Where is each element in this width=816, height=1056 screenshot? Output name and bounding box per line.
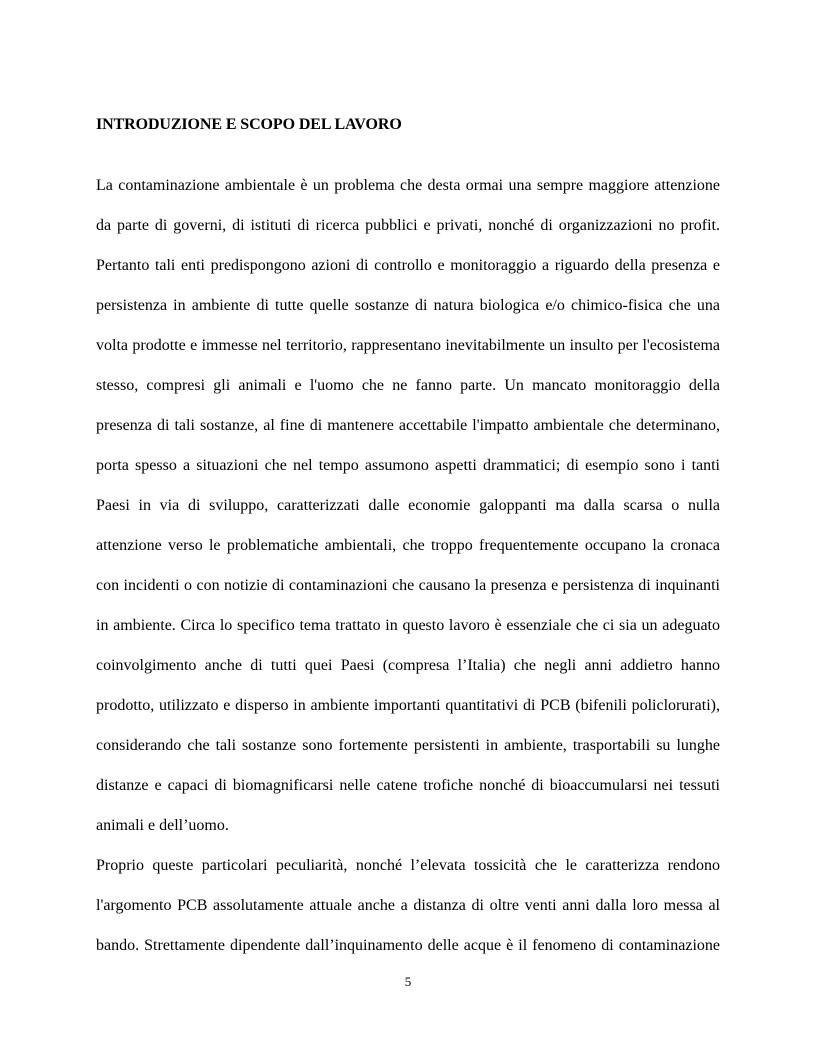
text-line: presenza di tali sostanze, al fine di mantenere accettabile l'impatto ambientale che determinano, bbox=[96, 417, 720, 434]
section-heading: INTRODUZIONE E SCOPO DEL LAVORO bbox=[96, 116, 402, 133]
text-line: prodotto, utilizzato e disperso in ambiente importanti quantitativi di PCB (bifenili policlorurati), bbox=[96, 697, 720, 714]
text-line: distanze e capaci di biomagnificarsi nelle catene trofiche nonché di bioaccumularsi nei tessuti bbox=[96, 777, 720, 794]
text-line: porta spesso a situazioni che nel tempo assumono aspetti drammatici; di esempio sono i tanti bbox=[96, 457, 720, 474]
text-line: considerando che tali sostanze sono fortemente persistenti in ambiente, trasportabili su lunghe bbox=[96, 737, 720, 754]
text-line: Proprio queste particolari peculiarità, nonché l’elevata tossicità che le caratterizza rendono bbox=[96, 857, 720, 874]
text-line-paragraph-end: animali e dell’uomo. bbox=[96, 817, 229, 834]
text-line: coinvolgimento anche di tutti quei Paesi (compresa l’Italia) che negli anni addietro hanno bbox=[96, 657, 720, 674]
text-line: persistenza in ambiente di tutte quelle sostanze di natura biologica e/o chimico-fisica che una bbox=[96, 297, 720, 314]
text-line: in ambiente. Circa lo specifico tema trattato in questo lavoro è essenziale che ci sia un adeguato bbox=[96, 617, 720, 634]
text-line: con incidenti o con notizie di contaminazioni che causano la presenza e persistenza di inquinanti bbox=[96, 577, 720, 594]
text-line: l'argomento PCB assolutamente attuale anche a distanza di oltre venti anni dalla loro messa al bbox=[96, 897, 720, 914]
text-line: stesso, compresi gli animali e l'uomo che ne fanno parte. Un mancato monitoraggio della bbox=[96, 377, 720, 394]
text-line: bando. Strettamente dipendente dall’inquinamento delle acque è il fenomeno di contaminazione bbox=[96, 937, 720, 954]
text-line: da parte di governi, di istituti di ricerca pubblici e privati, nonché di organizzazioni no profit. bbox=[96, 217, 720, 234]
text-line: volta prodotte e immesse nel territorio, rappresentano inevitabilmente un insulto per l'ecosistema bbox=[96, 337, 720, 354]
text-line: attenzione verso le problematiche ambientali, che troppo frequentemente occupano la cronaca bbox=[96, 537, 720, 554]
text-line: La contaminazione ambientale è un problema che desta ormai una sempre maggiore attenzione bbox=[96, 177, 720, 194]
text-line: Paesi in via di sviluppo, caratterizzati dalle economie galoppanti ma dalla scarsa o nulla bbox=[96, 497, 720, 514]
page-number: 5 bbox=[404, 974, 412, 989]
text-line: Pertanto tali enti predispongono azioni di controllo e monitoraggio a riguardo della presenza e bbox=[96, 257, 720, 274]
